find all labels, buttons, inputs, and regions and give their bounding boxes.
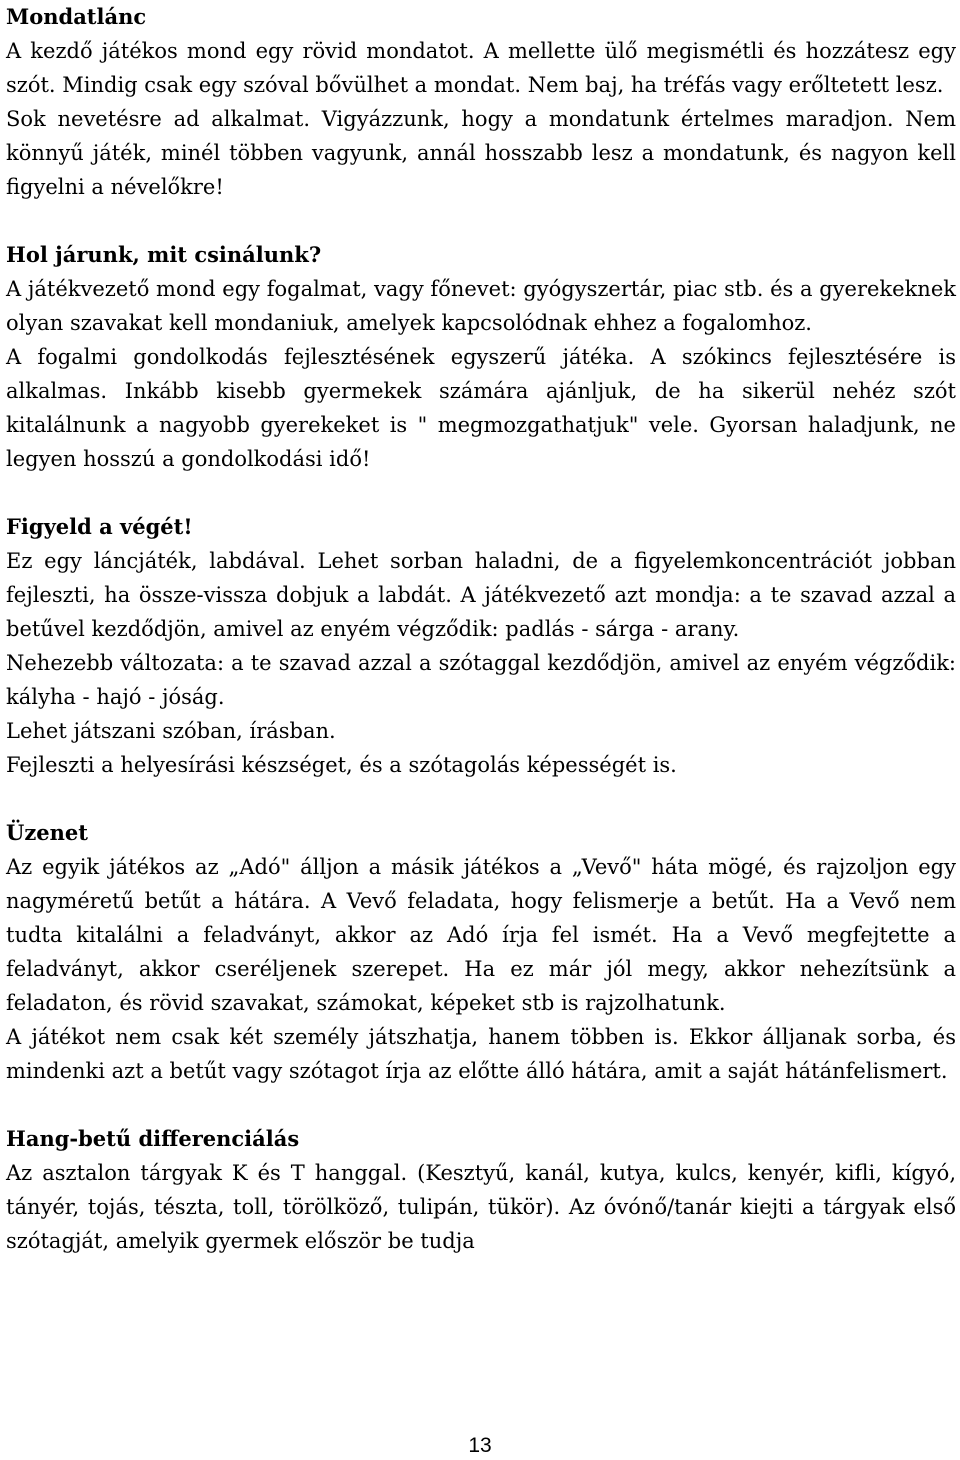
paragraph: Fejleszti a helyesírási készséget, és a szótagolás képességét is. bbox=[6, 753, 677, 777]
paragraph: Az egyik játékos az „Adó" álljon a másik játékos a „Vevő" háta mögé, és rajzoljon egy nagyméretű betűt a hátára. A Vevő feladata, hogy felismerje a betűt. Ha a Vevő nem tudta kitalálni a feladványt, akkor az Adó írja fel ismét. Ha a Vevő megfejtette a feladványt, akkor cseréljenek szerepet. Ha ez már jól megy, akkor nehezítsünk a feladaton, és rövid szavakat, számokat, képeket stb is rajzolhatunk. bbox=[6, 855, 956, 1015]
paragraph: Lehet játszani szóban, írásban. bbox=[6, 719, 336, 743]
paragraph: Nehezebb változata: a te szavad azzal a szótaggal kezdődjön, amivel az enyém végződik: kályha - hajó - jóság. bbox=[6, 651, 956, 709]
section-heading: Üzenet bbox=[6, 820, 88, 845]
paragraph: A kezdő játékos mond egy rövid mondatot. A mellette ülő megismétli és hozzátesz egy szót. Mindig csak egy szóval bővülhet a mondat. Nem baj, ha tréfás vagy erőltetett lesz. bbox=[6, 39, 956, 97]
section-spacer bbox=[6, 1088, 956, 1122]
paragraph: A játékvezető mond egy fogalmat, vagy főnevet: gyógyszertár, piac stb. és a gyerekeknek olyan szavakat kell mondaniuk, amelyek kapcsolódnak ehhez a fogalomhoz. bbox=[6, 277, 956, 335]
section-spacer bbox=[6, 476, 956, 510]
section-uzenet bbox=[6, 816, 956, 1088]
page-number: 13 bbox=[468, 1434, 492, 1457]
paragraph: A fogalmi gondolkodás fejlesztésének egyszerű játéka. A szókincs fejlesztésére is alkalmas. Inkább kisebb gyermekek számára ajánljuk, de ha sikerül nehéz szót kitalálnunk a nagyobb gyerekeket is " megmozgathatjuk" vele. Gyorsan haladjunk, ne legyen hosszú a gondolkodási idő! bbox=[6, 345, 956, 471]
section-hol-jarunk bbox=[6, 238, 956, 476]
section-hang-betu bbox=[6, 1122, 956, 1258]
paragraph: Az asztalon tárgyak K és T hanggal. (Kesztyű, kanál, kutya, kulcs, kenyér, kifli, kígyó, tányér, tojás, tészta, toll, törölköző, tulipán, tükör). Az óvónő/tanár kiejti a tárgyak első szótagját, amelyik gyermek először be tudja bbox=[6, 1161, 956, 1253]
section-heading: Hol járunk, mit csinálunk? bbox=[6, 242, 322, 267]
document-page bbox=[6, 0, 956, 1258]
paragraph: Ez egy láncjáték, labdával. Lehet sorban haladni, de a figyelemkoncentrációt jobban fejleszti, ha össze-vissza dobjuk a labdát. A játékvezető azt mondja: a te szavad azzal a betűvel kezdődjön, amivel az enyém végződik: padlás - sárga - arany. bbox=[6, 549, 956, 641]
section-heading: Mondatlánc bbox=[6, 4, 147, 29]
paragraph: Sok nevetésre ad alkalmat. Vigyázzunk, hogy a mondatunk értelmes maradjon. Nem könnyű játék, minél többen vagyunk, annál hosszabb lesz a mondatunk, és nagyon kell figyelni a névelőkre! bbox=[6, 107, 956, 199]
section-spacer bbox=[6, 204, 956, 238]
section-mondatlanc bbox=[6, 0, 956, 204]
section-spacer bbox=[6, 782, 956, 816]
section-heading: Hang-betű differenciálás bbox=[6, 1126, 300, 1151]
section-heading: Figyeld a végét! bbox=[6, 514, 193, 539]
paragraph: A játékot nem csak két személy játszhatja, hanem többen is. Ekkor álljanak sorba, és mindenki azt a betűt vagy szótagot írja az előtte álló hátára, amit a saját hátánfelismert. bbox=[6, 1025, 956, 1083]
section-figyeld-a-veget bbox=[6, 510, 956, 782]
